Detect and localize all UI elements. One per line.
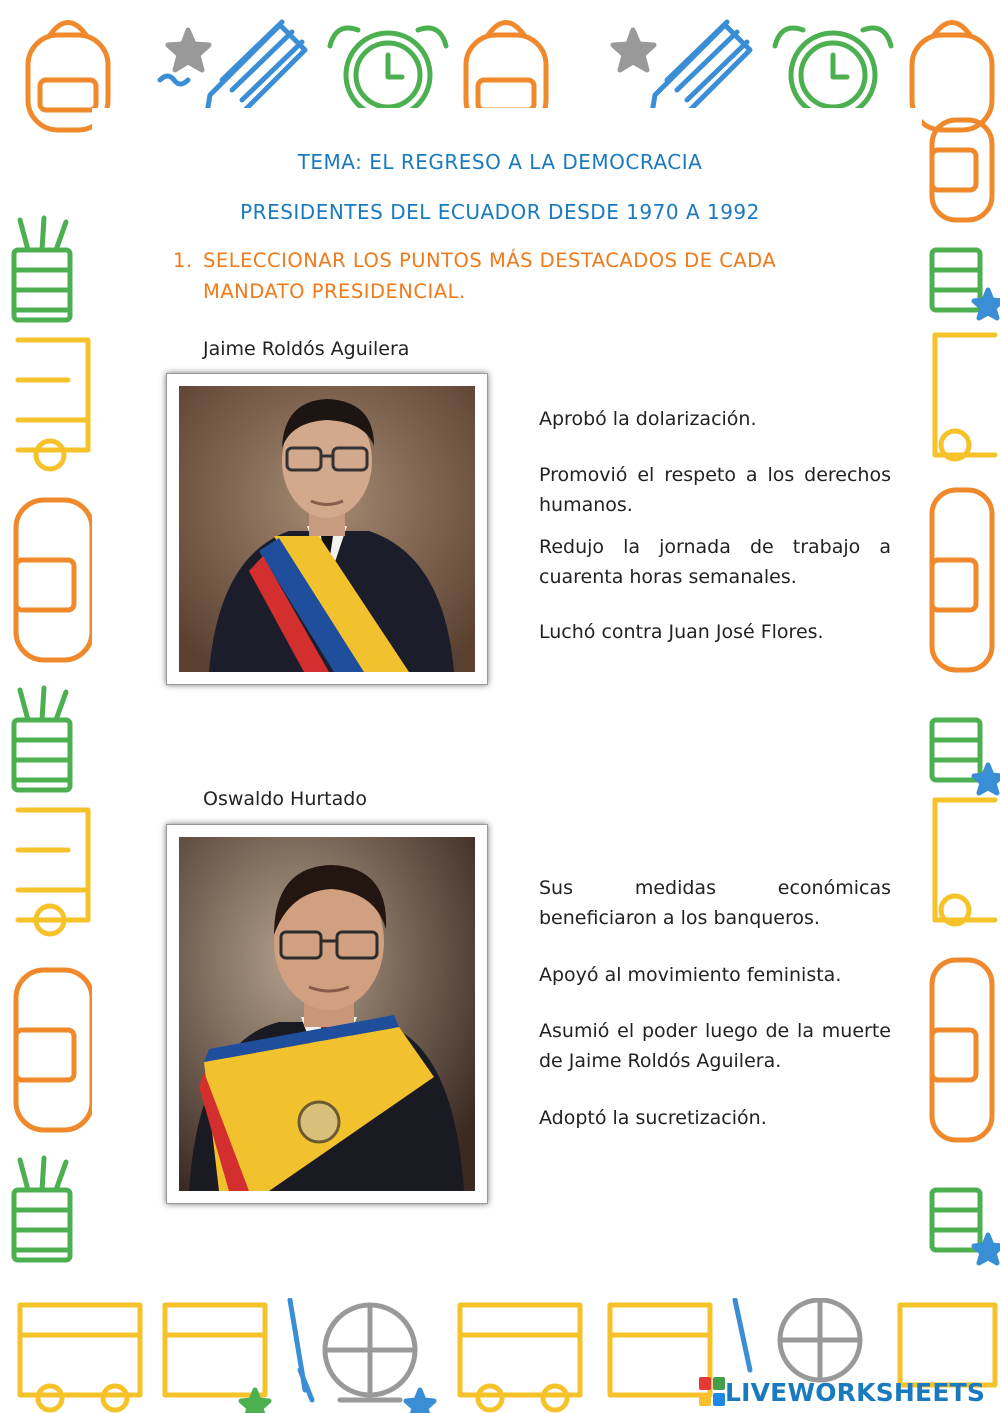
liveworksheets-logo[interactable] (699, 1376, 985, 1408)
instruction-number: 1. (173, 249, 193, 272)
option-hurtado-4[interactable]: Adoptó la sucretización. (539, 1107, 767, 1129)
pencil-cup-icon (14, 688, 70, 790)
option-hurtado-3[interactable]: Asumió el poder luego de la muerte de Jaime Roldós Aguilera. (539, 1020, 891, 1072)
president-name: Jaime Roldós Aguilera (203, 338, 410, 360)
paintbrush-icon (290, 1300, 312, 1400)
backpack-icon (16, 970, 92, 1130)
school-bus-icon (935, 800, 995, 924)
alarm-clock-icon (330, 28, 446, 117)
school-bus-icon (18, 810, 88, 934)
school-bus-icon (900, 1305, 995, 1385)
school-bus-icon (165, 1305, 265, 1395)
logo-text: LIVEWORKSHEETS (725, 1377, 986, 1407)
pencil-cup-icon (932, 1190, 980, 1250)
instruction-text: SELECCIONAR LOS PUNTOS MÁS DESTACADOS DE CADA MANDATO PRESIDENCIAL. (203, 249, 777, 303)
globe-icon (780, 1300, 860, 1380)
globe-icon (325, 1305, 415, 1400)
option-roldos-3[interactable]: Redujo la jornada de trabajo a cuarenta horas semanales. (539, 536, 891, 588)
squiggle-icon (160, 76, 188, 84)
subtitle: PRESIDENTES DEL ECUADOR DESDE 1970 A 1992 (240, 200, 760, 224)
paintbrush-icon (735, 1300, 750, 1370)
option-roldos-1[interactable]: Aprobó la dolarización. (539, 408, 757, 430)
liveworksheets-logo-icon (699, 1377, 725, 1407)
star-icon (406, 1390, 434, 1413)
star-icon (613, 30, 654, 70)
backpack-icon (16, 500, 92, 660)
alarm-clock-icon (775, 28, 891, 117)
instruction (173, 245, 873, 307)
backpack-icon (912, 23, 992, 131)
school-bus-icon (935, 335, 995, 459)
school-bus-icon (18, 340, 88, 469)
option-hurtado-2[interactable]: Apoyó al movimiento feminista. (539, 964, 842, 986)
option-roldos-4[interactable]: Luchó contra Juan José Flores. (539, 621, 824, 643)
backpack-icon (932, 490, 992, 670)
pencil-cup-icon (14, 1158, 70, 1260)
school-bus-icon (610, 1305, 710, 1395)
option-roldos-2[interactable]: Promovió el respeto a los derechos humanos. (539, 464, 891, 516)
president-portrait-roldos (166, 373, 488, 685)
school-bus-icon (20, 1305, 140, 1410)
topic-title: TEMA: EL REGRESO A LA DEMOCRACIA (297, 150, 703, 174)
option-hurtado-1[interactable]: Sus medidas económicas beneficiaron a los banqueros. (539, 877, 891, 929)
school-bus-icon (460, 1305, 580, 1410)
president-portrait-hurtado (166, 824, 488, 1204)
backpack-icon (932, 960, 992, 1140)
portrait-image (179, 386, 475, 672)
star-icon (168, 30, 209, 70)
pencil-cup-icon (14, 218, 70, 320)
portrait-image (179, 837, 475, 1191)
president-name: Oswaldo Hurtado (203, 788, 367, 810)
pencil-cup-icon (932, 720, 980, 780)
